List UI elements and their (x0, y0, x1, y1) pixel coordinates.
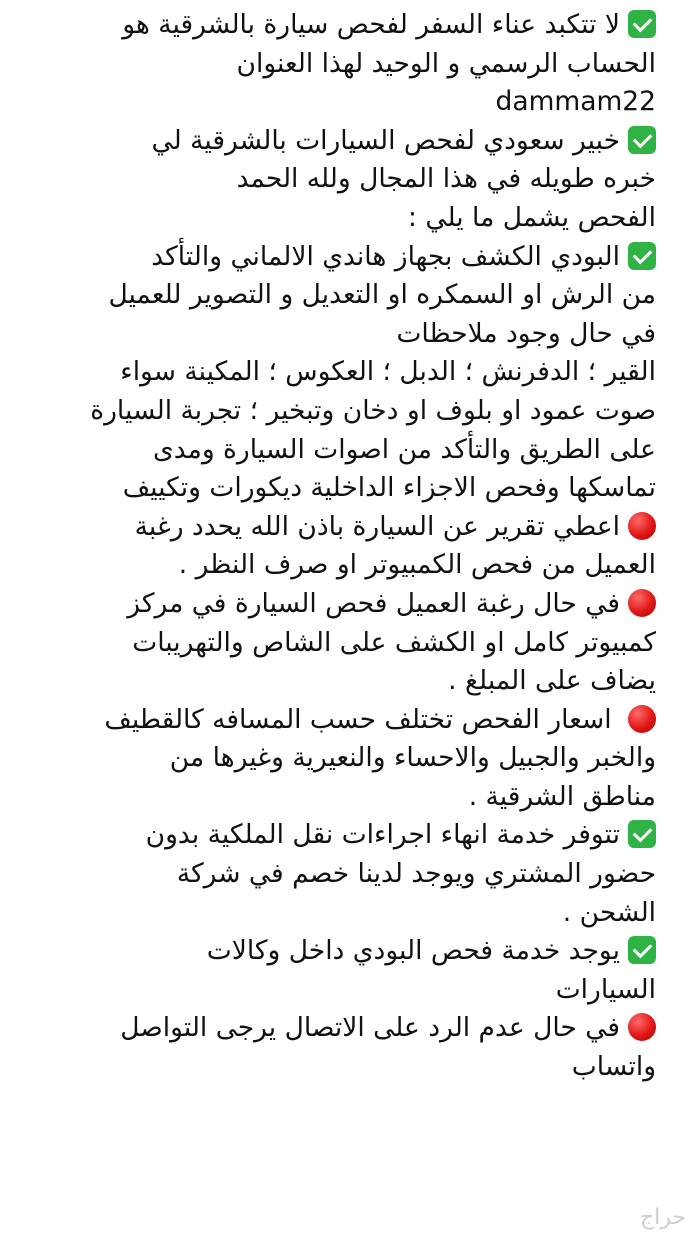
line-17: كمبيوتر كامل او الكشف على الشاص والتهريبات (132, 626, 656, 658)
line-27: في حال عدم الرد على الاتصال يرجى التواصل (40, 1009, 656, 1048)
line-22: تتوفر خدمة انهاء اجراءات نقل الملكية بدون (40, 816, 656, 855)
line-8: من الرش او السمكره او التعديل و التصوير للعميل (108, 279, 656, 311)
line-16: في حال رغبة العميل فحص السيارة في مركز (40, 585, 656, 624)
line-15: العميل من فحص الكمبيوتر او صرف النظر . (178, 549, 656, 581)
line-10: القير ؛ الدفرنش ؛ الدبل ؛ العكوس ؛ المكينة سواء (120, 356, 656, 388)
line-21: مناطق الشرقية . (468, 780, 656, 812)
line-23: حضور المشتري ويوجد لدينا خصم في شركة (176, 858, 656, 890)
line-12: على الطريق والتأكد من اصوات السيارة ومدى (152, 433, 656, 465)
check-mark-icon (628, 10, 656, 38)
red-circle-icon (628, 512, 656, 540)
line-14: اعطي تقرير عن السيارة باذن الله يحدد رغبة (40, 508, 656, 547)
line-5: خبره طويله في هذا المجال ولله الحمد (236, 163, 656, 195)
line-20: والخبر والجبيل والاحساء والنعيرية وغيرها من (169, 742, 656, 774)
line-1: لا تتكبد عناء السفر لفحص سيارة بالشرقية هو (40, 6, 656, 45)
red-circle-icon (628, 1013, 656, 1041)
account-handle: dammam22 (495, 86, 656, 118)
line-6: الفحص يشمل ما يلي : (408, 201, 656, 233)
red-circle-icon (628, 705, 656, 733)
check-mark-icon (628, 242, 656, 270)
line-11: صوت عمود او بلوف او دخان وتبخير ؛ تجربة السيارة (90, 394, 656, 426)
line-2: الحساب الرسمي و الوحيد لهذا العنوان (236, 47, 656, 79)
line-19: اسعار الفحص تختلف حسب المسافه كالقطيف (40, 701, 656, 740)
check-mark-icon (628, 936, 656, 964)
site-watermark: حراج (639, 1205, 686, 1230)
line-9: في حال وجود ملاحظات (396, 317, 656, 349)
line-18: يضاف على المبلغ . (448, 665, 656, 697)
ad-text-document (40, 6, 656, 1087)
line-13: تماسكها وفحص الاجزاء الداخلية ديكورات وتكييف (122, 472, 656, 504)
line-4: خبير سعودي لفحص السيارات بالشرقية لي (40, 122, 656, 161)
check-mark-icon (628, 126, 656, 154)
red-circle-icon (628, 589, 656, 617)
line-3 (40, 83, 656, 122)
line-24: الشحن . (562, 896, 656, 928)
line-26: السيارات (555, 973, 656, 1005)
line-25: يوجد خدمة فحص البودي داخل وكالات (40, 932, 656, 971)
line-7: البودي الكشف بجهاز هاندي الالماني والتأكد (40, 238, 656, 277)
line-28: واتساب (571, 1051, 656, 1083)
check-mark-icon (628, 820, 656, 848)
